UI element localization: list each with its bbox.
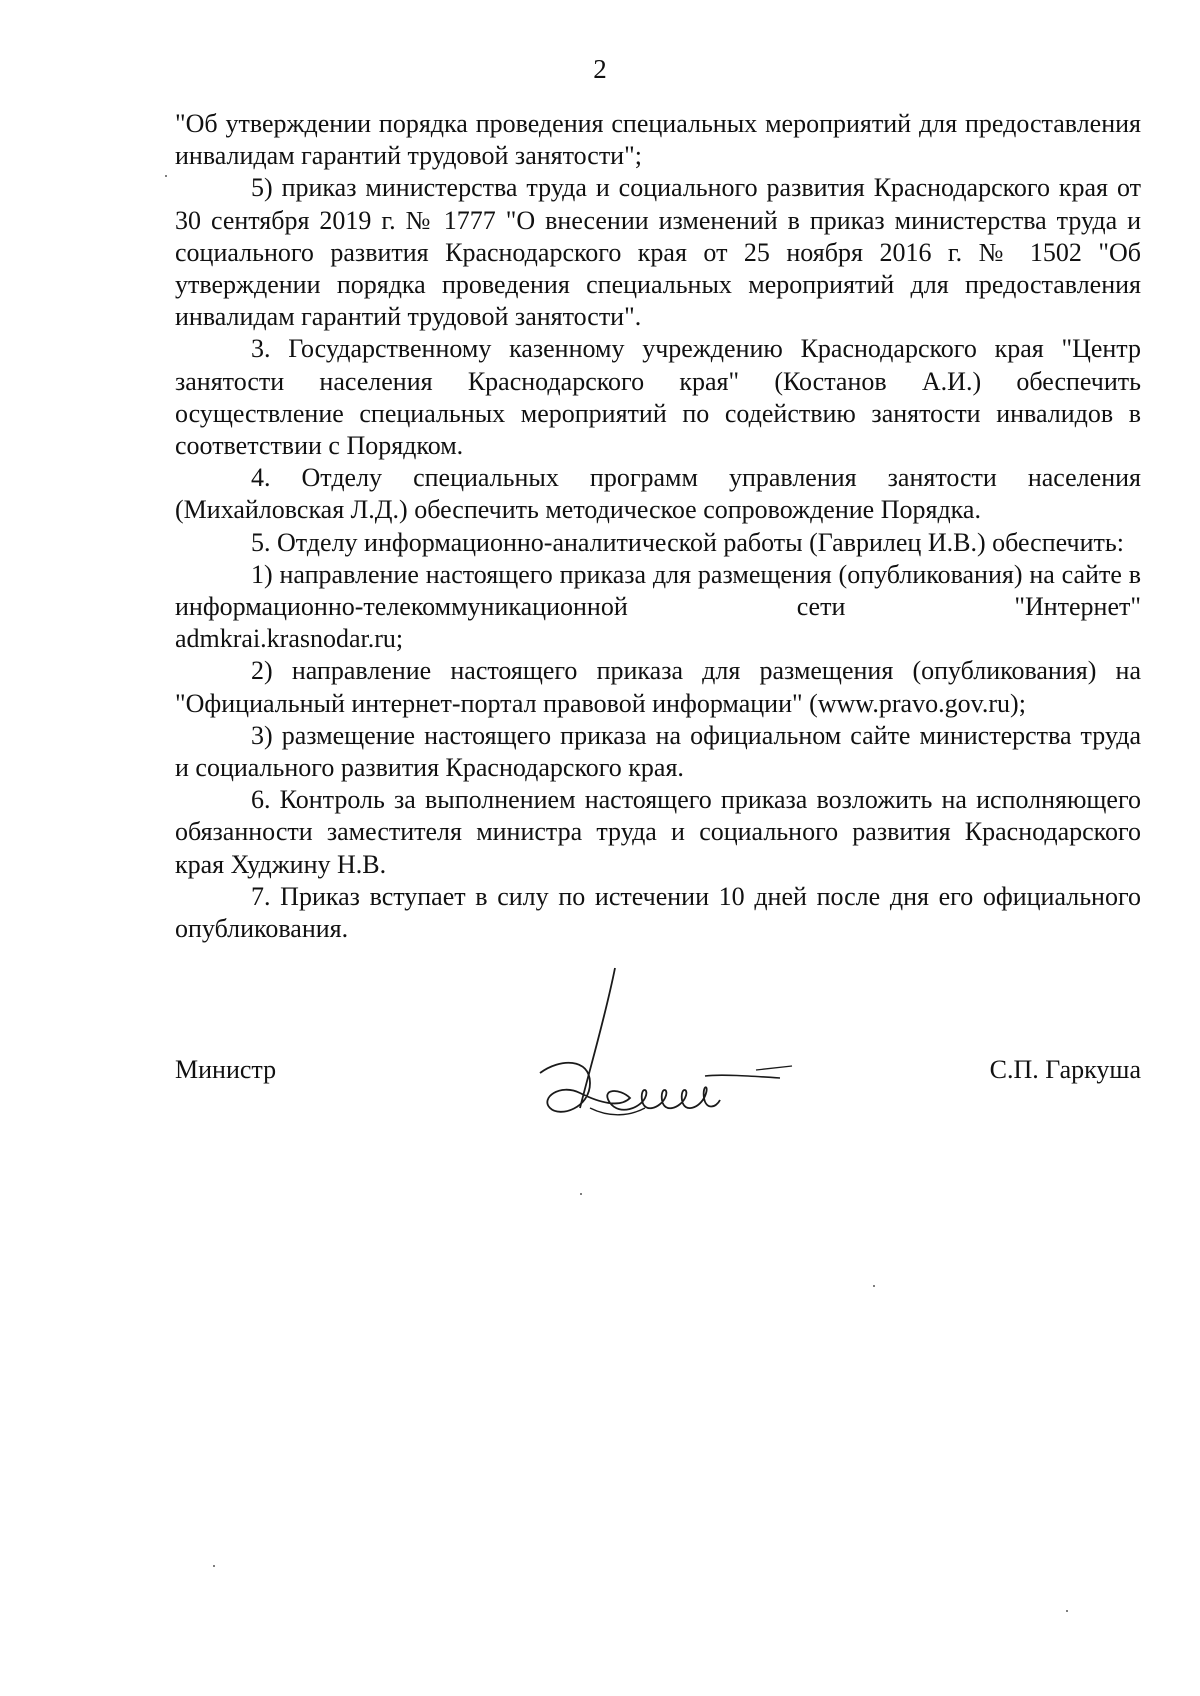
paragraph-item-5-order: 5) приказ министерства труда и социального развития Краснодарского края от 30 сентября 2019 г. № 1777 "О внесении изменений в приказ министерства труда и социального развития Краснодарского края от 25 ноября 2016 г. № 1502 "Об утверждении порядка проведения специальных мероприятий для предоставления инвалидам гарантий трудовой занятости". bbox=[175, 173, 1141, 332]
handwritten-signature bbox=[520, 958, 820, 1158]
paragraph-continuation: "Об утверждении порядка проведения специальных мероприятий для предоставления инвалидам гарантий трудовой занятости"; bbox=[175, 109, 1141, 171]
paragraph-5-subitem-1-site: admkrai.krasnodar.ru; bbox=[175, 624, 404, 654]
scan-speck bbox=[873, 1285, 875, 1287]
paragraph-7: 7. Приказ вступает в силу по истечении 10 дней после дня его официального опубликования. bbox=[175, 881, 1141, 944]
paragraph-5-subitem-1: 1) направление настоящего приказа для размещения (опубликования) на сайте в информационно-телекоммуникационной сети "Интернет" bbox=[175, 559, 1141, 622]
paragraph-5-subitem-3: 3) размещение настоящего приказа на официальном сайте министерства труда и социального развития Краснодарского края. bbox=[175, 720, 1141, 783]
signatory-name: С.П. Гаркуша bbox=[989, 1055, 1141, 1084]
signatory-title: Министр bbox=[175, 1055, 277, 1084]
scan-speck bbox=[1066, 1610, 1068, 1612]
paragraph-5: 5. Отделу информационно-аналитической работы (Гаврилец И.В.) обеспечить: bbox=[251, 527, 1124, 557]
page-number: 2 bbox=[593, 54, 607, 84]
paragraph-6: 6. Контроль за выполнением настоящего приказа возложить на исполняющего обязанности заместителя министра труда и социального развития Краснодарского края Худжину Н.В. bbox=[175, 785, 1141, 879]
paragraph-5-subitem-2: 2) направление настоящего приказа для размещения (опубликования) на "Официальный интернет-портал правовой информации" (www.pravo.gov.ru); bbox=[175, 656, 1141, 718]
paragraph-4: 4. Отделу специальных программ управления занятости населения (Михайловская Л.Д.) обеспечить методическое сопровождение Порядка. bbox=[175, 463, 1141, 525]
document-body bbox=[175, 108, 1141, 945]
signature-block bbox=[175, 1038, 1141, 1118]
scan-speck bbox=[580, 1193, 582, 1195]
scan-speck bbox=[165, 175, 167, 177]
paragraph-3: 3. Государственному казенному учреждению Краснодарского края "Центр занятости населения Краснодарского края" (Костанов А.И.) обеспечить осуществление специальных мероприятий по содействию занятости инвалидов в соответствии с Порядком. bbox=[175, 334, 1141, 461]
scan-speck bbox=[213, 1565, 215, 1567]
